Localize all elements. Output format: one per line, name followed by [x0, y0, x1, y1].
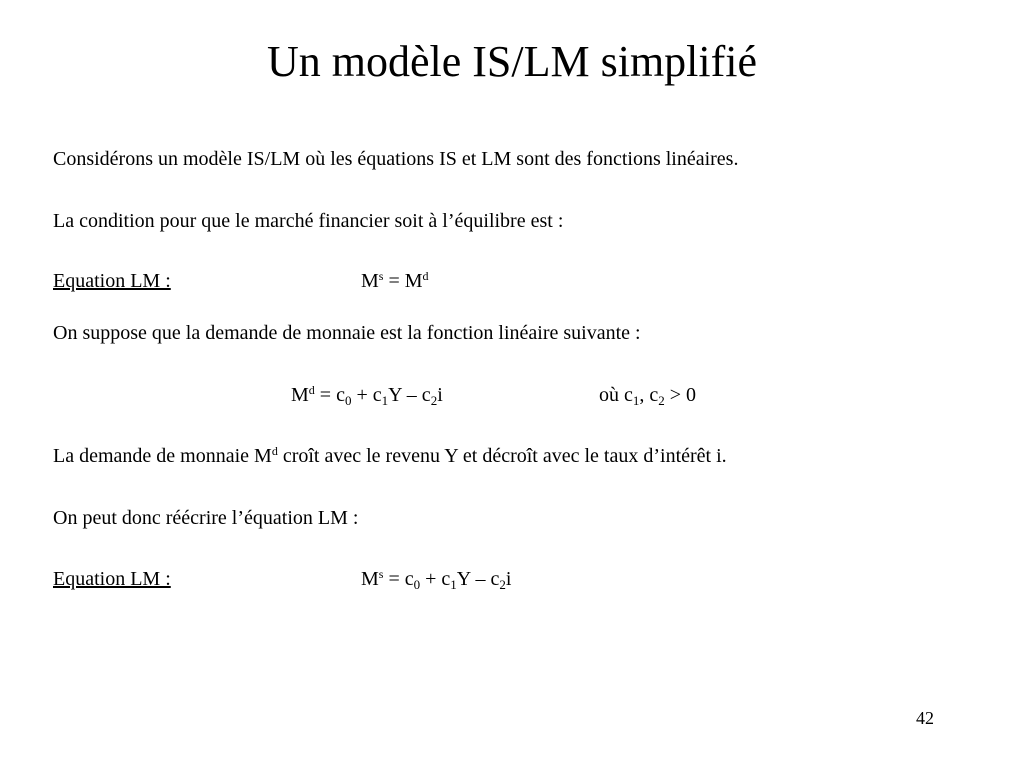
demand-paragraph: La demande de monnaie $M^d$ croît avec le revenu Y et décroît avec le taux d’intérêt i.	[53, 444, 727, 467]
equation-lm-formula: $M^s = M^d$	[361, 269, 429, 292]
equation-lm-label-2: Equation LM :	[53, 568, 171, 590]
rewrite-paragraph: On peut donc réécrire l’équation LM :	[53, 507, 359, 529]
suppose-paragraph: On suppose que la demande de monnaie est la fonction linéaire suivante :	[53, 322, 641, 344]
coefficient-condition: où $c_1$, $c_2 > 0$	[599, 384, 697, 408]
equation-lm-line-2	[53, 566, 653, 592]
condition-paragraph: La condition pour que le marché financier soit à l’équilibre est :	[53, 210, 564, 232]
page-number: 42	[916, 708, 934, 728]
equation-lm-formula-2: $M^s = c_0 + c_1Y - c_2i$	[361, 567, 512, 592]
equation-lm-label: Equation LM :	[53, 270, 171, 292]
intro-paragraph: Considérons un modèle IS/LM où les équations IS et LM sont des fonctions linéaires.	[53, 148, 739, 170]
money-demand-equation: $M^d = c_0 + c_1Y - c_2i$	[291, 383, 443, 408]
equation-lm-line-1	[53, 268, 653, 294]
slide-title: Un modèle IS/LM simplifié	[266, 37, 758, 86]
